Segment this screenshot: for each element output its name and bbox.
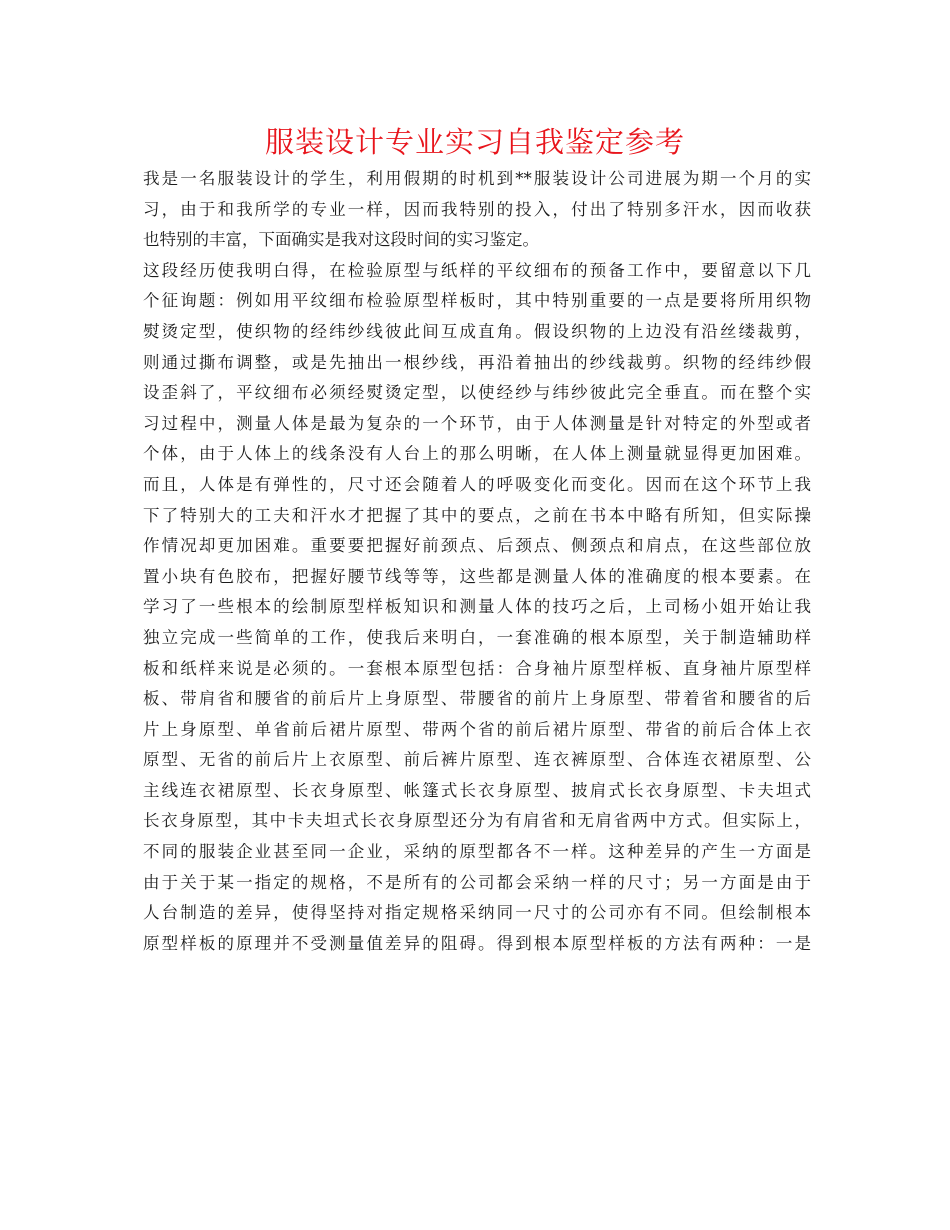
paragraph-intro [143,164,811,256]
text-line: 也特别的丰富，下面确实是我对这段时间的实习鉴定。 [143,230,539,250]
text-line: 不同的服装企业甚至同一企业，采纳的原型都各不一样。这种差异的产生一方面是 [143,842,811,862]
text-line: 原型、无省的前后片上衣原型、前后裤片原型、连衣裤原型、合体连衣裙原型、公 [143,750,811,770]
text-line: 主线连衣裙原型、长衣身原型、帐篷式长衣身原型、披肩式长衣身原型、卡夫坦式 [143,780,811,800]
document-title: 服装设计专业实习自我鉴定参考 [264,125,685,159]
paragraph-experience [143,256,811,960]
text-line: 我是一名服装设计的学生，利用假期的时机到**服装设计公司进展为期一个月的实 [143,169,811,188]
text-line: 置小块有色胶布，把握好腰节线等等，这些都是测量人体的准确度的根本要素。在 [143,566,811,586]
text-line: 人台制造的差异，使得坚持对指定规格采纳同一尺寸的公司亦有不同。但绘制根本 [143,903,811,923]
text-line: 个体，由于人体上的线条没有人台上的那么明晰，在人体上测量就显得更加困难。 [143,444,811,464]
text-line: 片上身原型、单省前后裙片原型、带两个省的前后裙片原型、带省的前后合体上衣 [143,719,811,739]
text-line: 板和纸样来说是必须的。一套根本原型包括：合身袖片原型样板、直身袖片原型样 [143,658,811,678]
text-line: 则通过撕布调整，或是先抽出一根纱线，再沿着抽出的纱线裁剪。织物的经纬纱假 [143,352,811,372]
text-line: 而且，人体是有弹性的，尺寸还会随着人的呼吸变化而变化。因而在这个环节上我 [143,474,811,494]
text-line: 这段经历使我明白得，在检验原型与纸样的平纹细布的预备工作中，要留意以下几 [143,260,811,280]
text-line: 长衣身原型，其中卡夫坦式长衣身原型还分为有肩省和无肩省两中方式。但实际上， [143,811,811,831]
text-line: 作情况却更加困难。重要要把握好前颈点、后颈点、侧颈点和肩点，在这些部位放 [143,536,811,556]
text-line: 设歪斜了，平纹细布必须经熨烫定型，以使经纱与纬纱彼此完全垂直。而在整个实 [143,383,811,403]
text-line: 熨烫定型，使织物的经纬纱线彼此间互成直角。假设织物的上边没有沿丝缕裁剪， [143,321,811,341]
document-body [143,164,811,959]
text-line: 习过程中，测量人体是最为复杂的一个环节，由于人体测量是针对特定的外型或者 [143,413,811,433]
text-line: 板、带肩省和腰省的前后片上身原型、带腰省的前片上身原型、带着省和腰省的后 [143,689,811,709]
text-line: 习，由于和我所学的专业一样，因而我特别的投入，付出了特别多汗水，因而收获 [143,199,811,219]
text-line: 原型样板的原理并不受测量值差异的阻碍。得到根本原型样板的方法有两种：一是 [143,933,811,953]
text-line: 学习了一些根本的绘制原型样板知识和测量人体的技巧之后，上司杨小姐开始让我 [143,597,811,617]
text-line: 由于关于某一指定的规格，不是所有的公司都会采纳一样的尺寸；另一方面是由于 [143,872,811,892]
text-line: 独立完成一些简单的工作，使我后来明白，一套准确的根本原型，关于制造辅助样 [143,627,811,647]
text-line: 个征询题：例如用平纹细布检验原型样板时，其中特别重要的一点是要将所用织物 [143,291,811,311]
text-line: 下了特别大的工夫和汗水才把握了其中的要点，之前在书本中略有所知，但实际操 [143,505,811,525]
